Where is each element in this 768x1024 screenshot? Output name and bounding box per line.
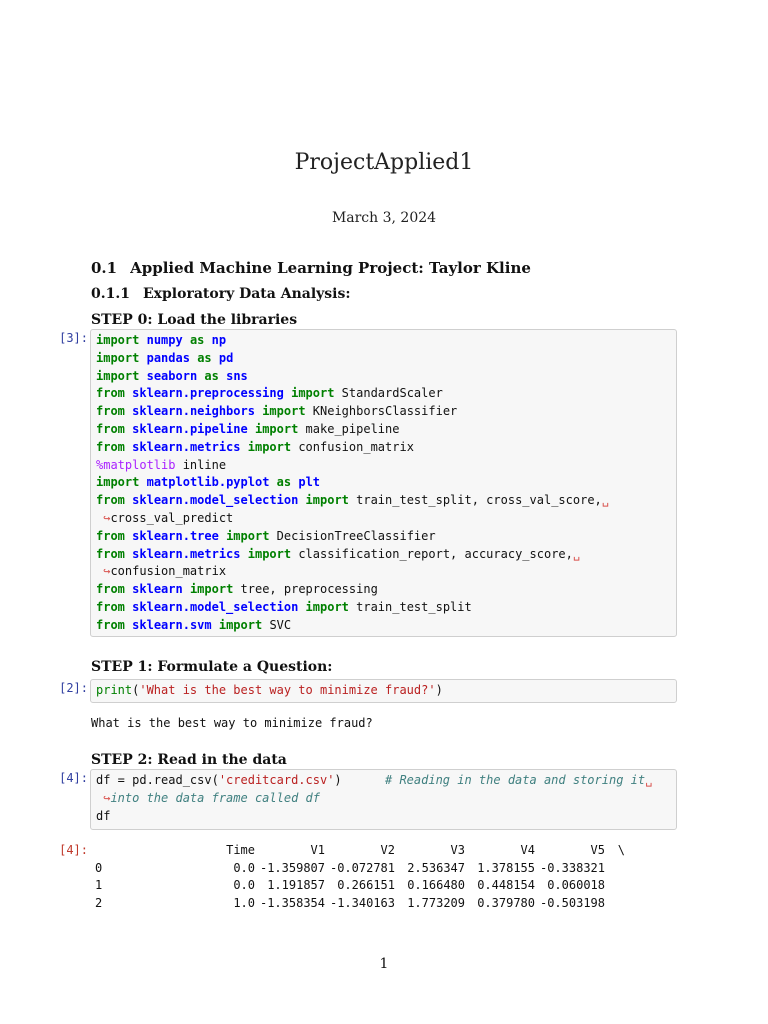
code-line: df — [96, 808, 111, 823]
table-cell: 1.773209 — [407, 896, 465, 911]
table-cell: 2.536347 — [407, 860, 465, 875]
column-header: V5 — [590, 842, 605, 857]
code-cell-imports[interactable] — [90, 329, 677, 637]
code-line: from sklearn.neighbors import KNeighborsClassifier — [96, 404, 458, 419]
code-line: import seaborn as sns — [96, 368, 248, 383]
document-title: ProjectApplied1 — [294, 150, 474, 175]
dataframe-header-row — [90, 841, 625, 859]
row-index: 0 — [95, 860, 103, 875]
table-cell: 0.379780 — [477, 896, 535, 911]
table-cell: 0.0 — [233, 878, 255, 893]
section-heading-applied-ml — [91, 259, 531, 277]
code-line: df = pd.read_csv('creditcard.csv') # Reading in the data and storing it␣ — [96, 773, 653, 787]
table-cell: 1.191857 — [267, 878, 325, 893]
row-index: 2 — [95, 896, 103, 911]
column-header: V4 — [520, 842, 535, 857]
table-cell: -1.340163 — [329, 896, 395, 911]
cell2-input-prompt: [2]: — [59, 681, 88, 695]
code-cell-print-question[interactable] — [90, 679, 677, 703]
table-cell: -1.359807 — [259, 860, 325, 875]
table-cell: 1.0 — [233, 896, 255, 911]
step1-heading: STEP 1: Formulate a Question: — [91, 659, 333, 675]
code-line: from sklearn.metrics import classification_report, accuracy_score,␣ — [96, 546, 581, 561]
code-line: import numpy as np — [96, 333, 227, 347]
column-header: V3 — [450, 842, 465, 857]
code-line: import matplotlib.pyplot as plt — [96, 475, 321, 490]
code-line: from sklearn.model_selection import train_test_split, cross_val_score,␣ — [96, 493, 610, 508]
code-line: from sklearn import tree, preprocessing — [96, 582, 378, 597]
table-cell: 0.060018 — [547, 878, 605, 893]
page-number: 1 — [379, 956, 389, 972]
column-header: Time — [226, 842, 255, 857]
table-cell: -0.338321 — [539, 860, 605, 875]
table-cell: 0.166480 — [407, 878, 465, 893]
code-line: from sklearn.preprocessing import StandardScaler — [96, 386, 443, 401]
table-cell: 0.0 — [233, 860, 255, 875]
step2-heading: STEP 2: Read in the data — [91, 752, 287, 768]
subsection-number: 0.1.1 — [91, 286, 130, 302]
code-line: %matplotlib inline — [96, 457, 227, 472]
column-continuation-marker: \ — [617, 842, 625, 857]
cell2-stdout: What is the best way to minimize fraud? — [91, 716, 373, 730]
cell4-input-prompt: [4]: — [59, 771, 88, 785]
table-row — [90, 877, 625, 895]
code-line: from sklearn.model_selection import train_test_split — [96, 599, 472, 614]
step0-heading: STEP 0: Load the libraries — [91, 312, 298, 328]
row-index: 1 — [95, 878, 103, 893]
code-line: from sklearn.tree import DecisionTreeClassifier — [96, 528, 436, 543]
table-row — [90, 859, 625, 877]
index-header — [90, 841, 185, 859]
dataframe-output — [90, 841, 625, 912]
table-row — [90, 894, 625, 912]
section-text: Applied Machine Learning Project: Taylor Kline — [130, 259, 531, 277]
subsection-heading-eda — [91, 286, 351, 302]
cell4-output-prompt: [4]: — [59, 843, 88, 857]
code-line: print('What is the best way to minimize fraud?') — [96, 683, 443, 697]
code-line: ↪into the data frame called df — [96, 790, 320, 805]
column-header: V2 — [380, 842, 395, 857]
code-cell-read-csv[interactable] — [90, 769, 677, 830]
table-cell: -0.503198 — [539, 896, 605, 911]
code-line: from sklearn.metrics import confusion_matrix — [96, 439, 414, 454]
section-number: 0.1 — [91, 259, 118, 277]
code-line: ↪cross_val_predict — [96, 510, 234, 525]
code-line: from sklearn.pipeline import make_pipeline — [96, 421, 400, 436]
code-line: ↪confusion_matrix — [96, 564, 227, 579]
column-header: V1 — [310, 842, 325, 857]
subsection-text: Exploratory Data Analysis: — [142, 286, 351, 302]
cell3-input-prompt: [3]: — [59, 331, 88, 345]
table-cell: 0.448154 — [477, 878, 535, 893]
table-cell: 1.378155 — [477, 860, 535, 875]
document-date: March 3, 2024 — [331, 210, 437, 226]
code-line: import pandas as pd — [96, 350, 234, 365]
table-cell: -1.358354 — [259, 896, 325, 911]
code-line: from sklearn.svm import SVC — [96, 617, 292, 632]
table-cell: -0.072781 — [329, 860, 395, 875]
table-cell: 0.266151 — [337, 878, 395, 893]
